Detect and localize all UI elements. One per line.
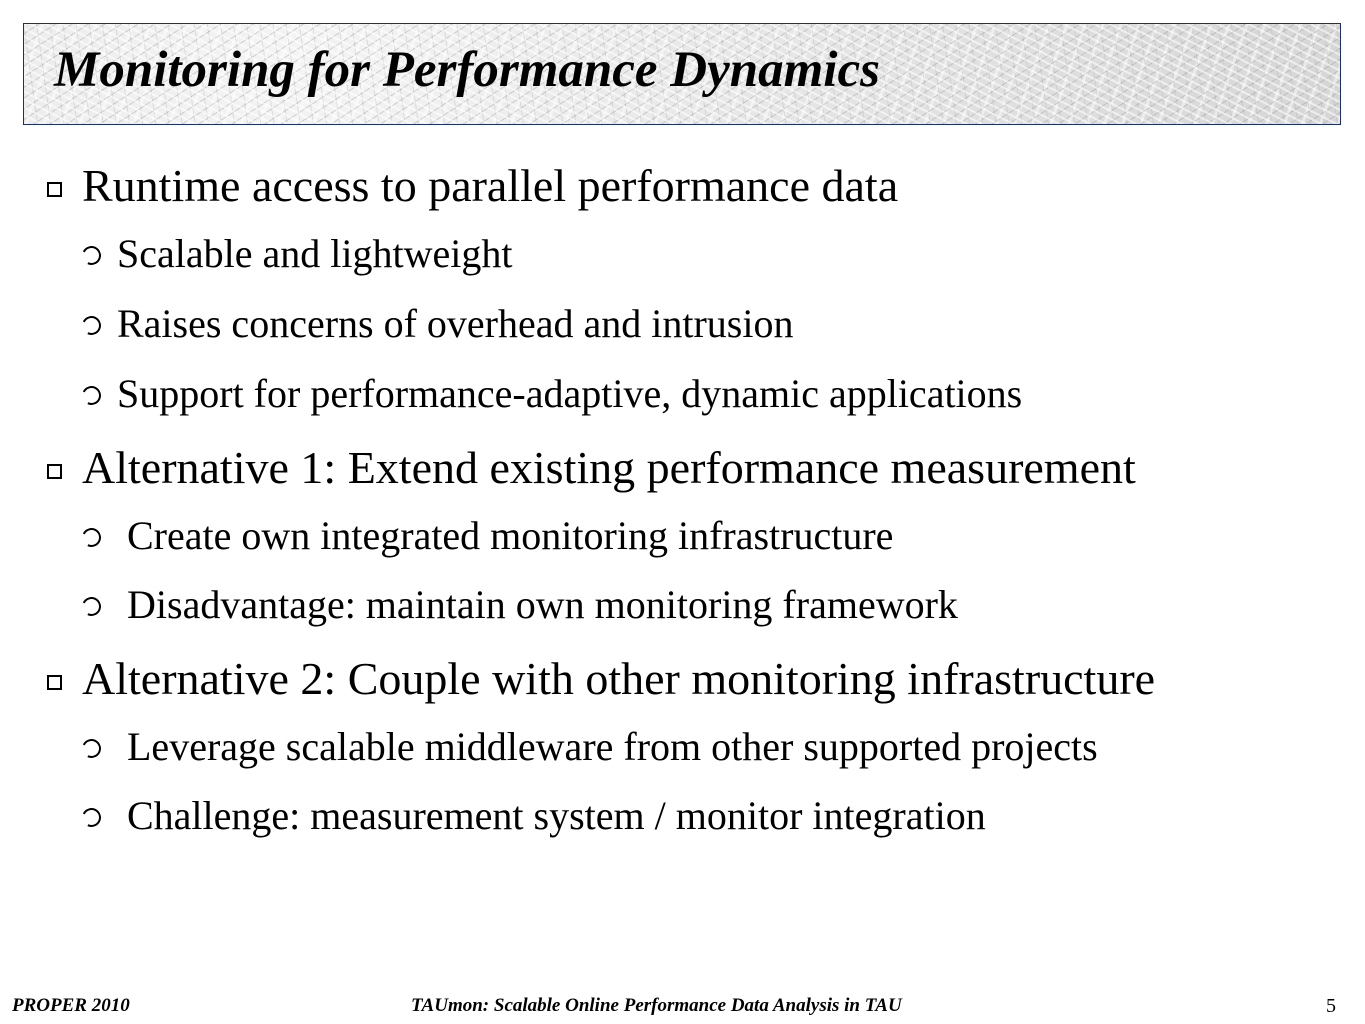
footer-title: TAUmon: Scalable Online Performance Data Analysis in TAU [411,995,902,1016]
bullet-text: Scalable and lightweight [117,231,513,276]
bullet-text: Alternative 1: Extend existing performance measurement [82,442,1136,493]
square-bullet-icon [47,675,62,690]
bullet-text: Raises concerns of overhead and intrusion [117,301,794,346]
bullet-text: Alternative 2: Couple with other monitoring infrastructure [82,653,1156,704]
circle-bullet-icon [79,243,103,267]
sub-bullet-item [82,301,794,346]
sub-bullet-item [82,724,1098,769]
circle-bullet-icon [79,525,103,549]
bullet-item [47,653,1156,704]
square-bullet-icon [47,182,62,197]
sub-bullet-item [82,231,513,276]
bullet-text: Create own integrated monitoring infrastructure [117,513,894,558]
slide-title: Monitoring for Performance Dynamics [54,42,880,98]
circle-bullet-icon [79,736,103,760]
bullet-text: Runtime access to parallel performance data [82,160,899,211]
page-number: 5 [1326,995,1336,1017]
bullet-text: Challenge: measurement system / monitor integration [117,793,986,838]
bullet-text: Support for performance-adaptive, dynamic applications [117,371,1023,416]
sub-bullet-item [82,513,894,558]
circle-bullet-icon [79,594,103,618]
bullet-text: Leverage scalable middleware from other supported projects [117,724,1098,769]
circle-bullet-icon [79,805,103,829]
footer-conference: PROPER 2010 [12,995,130,1016]
circle-bullet-icon [79,313,103,337]
circle-bullet-icon [79,383,103,407]
square-bullet-icon [47,464,62,479]
bullet-item [47,442,1136,493]
sub-bullet-item [82,371,1023,416]
bullet-text: Disadvantage: maintain own monitoring framework [117,582,958,627]
sub-bullet-item [82,793,986,838]
bullet-item [47,160,899,211]
sub-bullet-item [82,582,958,627]
